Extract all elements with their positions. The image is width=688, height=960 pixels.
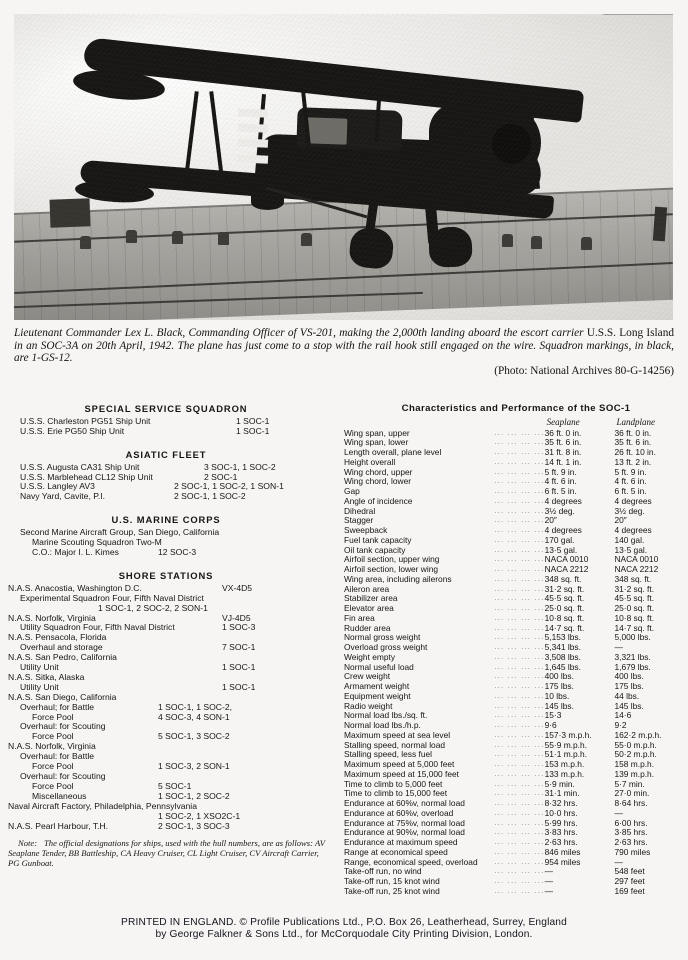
spec-value-seaplane: 8·32 hrs. [544, 798, 578, 808]
spec-value-landplane: 36 ft. 0 in. [614, 427, 652, 438]
spec-value-landplane: 1,679 lbs. [614, 661, 651, 672]
unit-label: N.A.S. Pearl Harbour, T.H. [8, 820, 109, 831]
unit-label: N.A.S. Pensacola, Florida [8, 632, 107, 643]
spec-value-seaplane: 10·0 hrs. [544, 807, 578, 818]
spec-value-seaplane: 5 ft. 9 in. [544, 466, 577, 477]
page-footer [0, 917, 688, 942]
spec-value-seaplane: 1,645 lbs. [544, 661, 581, 672]
spec-dot-leader [494, 516, 544, 526]
spec-value-seaplane: 170 gal. [544, 534, 575, 545]
unit-label: U.S.S. Charleston PG51 Ship Unit [20, 415, 151, 426]
spec-table-title: Characteristics and Performance of the SOC-1 [401, 403, 631, 414]
spec-value-seaplane: — [544, 866, 553, 877]
spec-row [344, 507, 688, 517]
spec-value-landplane: — [614, 807, 623, 818]
spec-value-landplane: 50·2 m.p.h. [614, 749, 657, 760]
spec-dot-leader [494, 663, 544, 673]
spec-label: Endurance at maximum speed [344, 837, 458, 847]
spec-dot-leader [494, 507, 544, 517]
unit-value: 7 SOC-1 [222, 642, 256, 653]
spec-value-seaplane: 4 degrees [544, 525, 582, 535]
spec-header-blank [344, 418, 494, 429]
unit-value: 1 SOC-1, 1 SOC-2, [158, 701, 233, 712]
spec-label: Length overall, plane level [344, 447, 442, 457]
spec-label: Fin area [344, 612, 375, 623]
spec-value-seaplane: 31·2 sq. ft. [544, 583, 585, 594]
spec-value-seaplane: 14·7 sq. ft. [544, 622, 585, 633]
unit-value: 1 SOC-1 [222, 662, 256, 673]
spec-value-landplane: 297 feet [614, 876, 645, 886]
carrier-landing-photograph [14, 14, 673, 320]
spec-label: Endurance at 60%v, overload [344, 807, 454, 818]
spec-value-seaplane: 20″ [544, 515, 557, 526]
section-heading-special-service-squadron: SPECIAL SERVICE SQUADRON [84, 403, 248, 414]
unit-value: 5 SOC-1 [158, 780, 192, 791]
spec-value-seaplane: 36 ft. 0 in. [544, 427, 582, 438]
spec-dot-leader [494, 711, 544, 721]
spec-label: Range at economical speed [344, 846, 448, 857]
spec-label: Oil tank capacity [344, 544, 406, 555]
spec-label: Wing chord, lower [344, 476, 412, 487]
spec-label: Range, economical speed, overload [344, 856, 478, 867]
unit-value: 2 SOC-1, 1 SOC-2 [174, 491, 246, 502]
spec-label: Elevator area [344, 603, 394, 613]
photo-credit: (Photo: National Archives 80-G-14256) [494, 364, 674, 377]
spec-dot-leader [494, 760, 544, 770]
unit-label: Force Pool [32, 780, 74, 791]
spec-label: Crew weight [344, 671, 391, 682]
spec-value-landplane: 145 lbs. [614, 700, 644, 711]
asiatic-fleet-list [8, 463, 338, 503]
spec-label: Wing span, lower [344, 437, 409, 448]
spec-label: Fuel tank capacity [344, 534, 412, 545]
spec-value-seaplane: 10 lbs. [544, 690, 570, 701]
spec-table-body [344, 429, 688, 897]
spec-label: Stalling speed, less fuel [344, 749, 432, 760]
unit-value: 1 SOC-1 [236, 425, 270, 436]
spec-label: Take-off run, 25 knot wind [344, 885, 440, 896]
spec-label: Take-off run, 15 knot wind [344, 876, 440, 886]
list-item [8, 492, 338, 502]
spec-value-landplane: 175 lbs. [614, 681, 644, 691]
column-header-seaplane: Seaplane [546, 416, 580, 427]
spec-value-landplane: 5 ft. 9 in. [614, 466, 647, 477]
unit-value: 1 SOC-2, 1 XSO2C-1 [158, 810, 241, 821]
spec-header-row [344, 418, 688, 429]
unit-label: Overhaul: for Scouting [20, 721, 106, 732]
spec-value-seaplane: 10·8 sq. ft. [544, 612, 585, 623]
spec-value-landplane: 162·2 m.p.h. [614, 729, 662, 740]
spec-value-seaplane: NACA 2212 [544, 564, 589, 574]
spec-value-seaplane: 175 lbs. [544, 681, 574, 691]
unit-label: N.A.S. Sitka, Alaska [8, 671, 85, 682]
spec-value-landplane: 348 sq. ft. [614, 573, 652, 584]
spec-dot-leader [494, 672, 544, 682]
spec-value-seaplane: 6 ft. 5 in. [544, 486, 577, 496]
spec-label: Wing area, including ailerons [344, 573, 452, 584]
unit-value: 12 SOC-3 [158, 546, 197, 557]
unit-value: 2 SOC-1, 1 SOC-2, 1 SON-1 [174, 481, 284, 492]
spec-dot-leader [494, 487, 544, 497]
spec-dot-leader [494, 799, 544, 809]
spec-label: Endurance at 75%v, normal load [344, 817, 465, 828]
unit-label: Utility Unit [20, 681, 59, 692]
spec-label: Aileron area [344, 583, 390, 594]
spec-dot-leader [494, 867, 544, 877]
caption-ship-name: U.S.S. Long Island [586, 327, 674, 339]
unit-value: 1 SOC-3 [222, 622, 256, 633]
spec-dot-leader [494, 789, 544, 799]
spec-dot-leader [494, 477, 544, 487]
spec-value-seaplane: 45·5 sq. ft. [544, 593, 585, 604]
spec-value-landplane: 10·8 sq. ft. [614, 612, 655, 623]
spec-value-seaplane: 25·0 sq. ft. [544, 603, 585, 613]
unit-label: N.A.S. San Pedro, California [8, 652, 117, 663]
spec-value-landplane: 2·63 hrs. [614, 837, 648, 847]
spec-dot-leader [494, 838, 544, 848]
note-text: The official designations for ships, used with the hull numbers, are as follows: AV Seaplane Tender, BB Battleship, CA Heavy Cruiser, CL Light Cruiser, CV Aircraft Carrier, PG Gunboat. [8, 838, 325, 869]
spec-dot-leader [494, 887, 544, 897]
spec-label: Armament weight [344, 681, 410, 691]
column-header-landplane: Landplane [616, 416, 655, 427]
spec-value-seaplane: — [544, 885, 553, 896]
unit-label: N.A.S. Norfolk, Virginia [8, 741, 96, 752]
spec-value-landplane: 140 gal. [614, 534, 645, 545]
spec-label: Maximum speed at 5,000 feet [344, 759, 455, 769]
spec-value-landplane: 4 ft. 6 in. [614, 476, 647, 487]
photo-caption [14, 327, 674, 377]
spec-label: Endurance at 60%v, normal load [344, 798, 465, 808]
spec-dot-leader [494, 594, 544, 604]
spec-label: Normal useful load [344, 661, 414, 672]
spec-label: Overload gross weight [344, 642, 428, 652]
list-item [8, 822, 338, 832]
spec-value-landplane: — [614, 642, 623, 652]
spec-dot-leader [494, 526, 544, 536]
spec-table-head [344, 418, 688, 429]
unit-label: Overhaul and storage [20, 642, 103, 653]
unit-value: 2 SOC-1 [204, 471, 238, 482]
spec-label: Maximum speed at sea level [344, 729, 451, 740]
spec-dot-leader [494, 731, 544, 741]
spec-dot-leader [494, 429, 544, 439]
footer-line-1: PRINTED IN ENGLAND. © Profile Publications Ltd., P.O. Box 26, Leatherhead, Surrey, England [121, 916, 567, 928]
unit-value: 4 SOC-3, 4 SON-1 [158, 711, 230, 722]
spec-dot-leader [494, 643, 544, 653]
special-service-squadron-list [8, 417, 338, 437]
spec-label: Maximum speed at 15,000 feet [344, 768, 459, 779]
spec-label: Weight empty [344, 651, 396, 662]
unit-label: Navy Yard, Cavite, P.I. [20, 491, 106, 502]
unit-label: Experimental Squadron Four, Fifth Naval District [20, 592, 204, 603]
spec-value-seaplane: 133 m.p.h. [544, 768, 585, 779]
spec-value-seaplane: 157·3 m.p.h. [544, 729, 592, 740]
spec-value-landplane: 5·7 min. [614, 778, 645, 789]
list-item [8, 604, 338, 614]
spec-dot-leader [494, 741, 544, 751]
spec-dot-leader [494, 546, 544, 556]
spec-value-seaplane: 5,341 lbs. [544, 642, 581, 652]
photo-grain-texture [14, 14, 673, 320]
spec-label: Time to climb to 15,000 feet [344, 788, 448, 799]
unit-label: U.S.S. Langley AV3 [20, 481, 95, 492]
spec-value-landplane: 169 feet [614, 885, 645, 896]
spec-label: Endurance at 90%v, normal load [344, 827, 465, 838]
spec-dot-leader [494, 702, 544, 712]
unit-value: 1 SOC-1, 2 SOC-2 [158, 790, 230, 801]
spec-value-landplane: 55·0 m.p.h. [614, 739, 657, 750]
spec-table [344, 418, 688, 897]
spec-value-landplane: 35 ft. 6 in. [614, 437, 652, 448]
spec-label: Wing span, upper [344, 427, 410, 438]
spec-value-seaplane: 31 ft. 8 in. [544, 447, 582, 457]
unit-allocation-column [8, 404, 338, 868]
spec-value-landplane: 14·7 sq. ft. [614, 622, 655, 633]
marine-corps-list [8, 528, 338, 558]
unit-label: Second Marine Aircraft Group, San Diego, California [20, 527, 220, 538]
spec-value-seaplane: 5·9 min. [544, 778, 575, 789]
spec-value-seaplane: 400 lbs. [544, 671, 574, 682]
spec-value-landplane: 6·00 hrs. [614, 817, 648, 828]
spec-value-seaplane: 348 sq. ft. [544, 573, 582, 584]
spec-label: Normal load lbs./h.p. [344, 720, 421, 730]
specifications-column [344, 404, 688, 897]
spec-dot-leader [494, 448, 544, 458]
spec-value-landplane: 25·0 sq. ft. [614, 603, 655, 613]
spec-value-landplane: 13 ft. 2 in. [614, 456, 652, 467]
spec-value-landplane: 8·64 hrs. [614, 798, 648, 808]
unit-value: 1 SOC-3, 2 SON-1 [158, 761, 230, 772]
spec-value-seaplane: 4 ft. 6 in. [544, 476, 577, 487]
spec-value-seaplane: — [544, 876, 553, 886]
spec-value-seaplane: 846 miles [544, 846, 581, 857]
spec-value-seaplane: 3,508 lbs. [544, 651, 581, 662]
spec-dot-leader [494, 780, 544, 790]
spec-value-seaplane: 35 ft. 6 in. [544, 437, 582, 448]
spec-value-landplane: 14·6 [614, 710, 632, 721]
spec-value-seaplane: 15·3 [544, 710, 562, 721]
unit-label: Overhaul; for Battle [20, 701, 95, 712]
spec-value-seaplane: 51·1 m.p.h. [544, 749, 587, 760]
spec-dot-leader [494, 458, 544, 468]
spec-value-seaplane: 9·6 [544, 720, 557, 730]
spec-label: Airfoil section, upper wing [344, 554, 440, 565]
spec-dot-leader [494, 819, 544, 829]
spec-value-landplane: 3½ deg. [614, 505, 645, 516]
spec-row [344, 887, 688, 897]
spec-value-seaplane: 2·63 hrs. [544, 837, 578, 847]
spec-dot-leader [494, 682, 544, 692]
footer-line-2: by George Falkner & Sons Ltd., for McCorquodale City Printing Division, London. [155, 929, 533, 941]
spec-value-seaplane: 3·83 hrs. [544, 827, 578, 838]
spec-label: Wing chord, upper [344, 466, 413, 477]
spec-value-landplane: 26 ft. 10 in. [614, 447, 656, 457]
list-item [8, 548, 338, 558]
spec-dot-leader [494, 721, 544, 731]
spec-value-landplane: 139 m.p.h. [614, 768, 655, 779]
spec-value-seaplane: 14 ft. 1 in. [544, 456, 582, 467]
spec-dot-leader [494, 438, 544, 448]
spec-dot-leader [494, 565, 544, 575]
spec-label: Stagger [344, 515, 374, 526]
spec-value-landplane: 5,000 lbs. [614, 632, 651, 643]
unit-label: C.O.: Major I. L. Kimes [32, 546, 119, 557]
spec-value-landplane: 3,321 lbs. [614, 651, 651, 662]
spec-dot-leader [494, 858, 544, 868]
spec-dot-leader [494, 848, 544, 858]
caption-text-part2: in an SOC-3A on 20th April, 1942. The plane has just come to a stop with the rail hook still engaged on the wire. Squadron markings, in black, are 1-GS-12. [14, 339, 674, 365]
spec-dot-leader [494, 468, 544, 478]
spec-value-landplane: 27·0 min. [614, 788, 650, 799]
spec-value-landplane: 400 lbs. [614, 671, 644, 682]
spec-header-dots [494, 418, 544, 429]
spec-value-landplane: 158 m.p.h. [614, 759, 655, 769]
unit-value: 1 SOC-1, 2 SOC-2, 2 SON-1 [98, 602, 208, 613]
unit-label: Force Pool [32, 711, 74, 722]
spec-value-landplane: 45·5 sq. ft. [614, 593, 655, 604]
unit-label: Naval Aircraft Factory, Philadelphia, Pennsylvania [8, 800, 197, 811]
spec-value-landplane: 44 lbs. [614, 690, 640, 701]
spec-label: Radio weight [344, 700, 393, 711]
unit-label: U.S.S. Marblehead CL12 Ship Unit [20, 471, 153, 482]
spec-dot-leader [494, 770, 544, 780]
spec-dot-leader [494, 575, 544, 585]
unit-value: 2 SOC-1, 3 SOC-3 [158, 820, 230, 831]
spec-value-landplane: 9·2 [614, 720, 627, 730]
spec-value-seaplane: 55·9 m.p.h. [544, 739, 587, 750]
list-item [8, 427, 338, 437]
spec-value-landplane: NACA 2212 [614, 564, 659, 574]
section-heading-marine-corps: U.S. MARINE CORPS [111, 514, 221, 526]
spec-value-landplane: 6 ft. 5 in. [614, 486, 647, 496]
spec-dot-leader [494, 809, 544, 819]
spec-value-seaplane: 3½ deg. [544, 505, 575, 516]
unit-label: Miscellaneous [32, 790, 87, 801]
spec-value-seaplane: 5,153 lbs. [544, 632, 581, 643]
spec-dot-leader [494, 653, 544, 663]
unit-value: 3 SOC-1, 1 SOC-2 [204, 461, 276, 472]
spec-label: Rudder area [344, 622, 391, 633]
spec-dot-leader [494, 828, 544, 838]
spec-label: Take-off run, no wind [344, 866, 422, 877]
spec-dot-leader [494, 614, 544, 624]
ship-designation-note [8, 838, 326, 868]
spec-dot-leader [494, 497, 544, 507]
spec-dot-leader [494, 624, 544, 634]
spec-value-seaplane: 145 lbs. [544, 700, 574, 711]
spec-label: Angle of incidence [344, 495, 413, 506]
spec-value-landplane: 4 degrees [614, 525, 652, 535]
spec-label: Dihedral [344, 505, 376, 516]
spec-label: Gap [344, 486, 360, 496]
spec-value-landplane: 3·85 hrs. [614, 827, 648, 838]
unit-value: 1 SOC-1 [236, 415, 270, 426]
spec-dot-leader [494, 604, 544, 614]
spec-value-landplane: 548 feet [614, 866, 645, 877]
spec-value-landplane: 31·2 sq. ft. [614, 583, 655, 594]
spec-value-landplane: 20″ [614, 515, 627, 526]
unit-value: 5 SOC-1, 3 SOC-2 [158, 731, 230, 742]
unit-label: Marine Scouting Squadron Two-M [32, 537, 162, 548]
spec-value-landplane: 4 degrees [614, 495, 652, 506]
spec-dot-leader [494, 877, 544, 887]
spec-value-seaplane: 153 m.p.h. [544, 759, 585, 769]
spec-value-landplane: 790 miles [614, 846, 651, 857]
unit-label: U.S.S. Erie PG50 Ship Unit [20, 425, 125, 436]
unit-label: N.A.S. San Diego, California [8, 691, 117, 702]
unit-label: Overhaul: for Battle [20, 751, 95, 762]
spec-value-seaplane: 4 degrees [544, 495, 582, 506]
unit-value: 1 SOC-1 [222, 681, 256, 692]
unit-label: Force Pool [32, 731, 74, 742]
unit-label: N.A.S. Norfolk, Virginia [8, 612, 96, 623]
unit-label: Force Pool [32, 761, 74, 772]
spec-value-landplane: — [614, 856, 623, 867]
spec-label: Time to climb to 5,000 feet [344, 778, 443, 789]
spec-dot-leader [494, 555, 544, 565]
unit-label: Overhaul: for Scouting [20, 771, 106, 781]
spec-value-landplane: 13·5 gal. [614, 544, 648, 555]
spec-value-seaplane: 954 miles [544, 856, 581, 867]
spec-label: Normal load lbs./sq. ft. [344, 710, 428, 721]
spec-value-seaplane: 5·99 hrs. [544, 817, 578, 828]
note-label: Note: [18, 838, 38, 849]
spec-dot-leader [494, 692, 544, 702]
spec-label: Sweepback [344, 525, 388, 535]
shore-stations-list [8, 584, 338, 832]
spec-dot-leader [494, 633, 544, 643]
spec-label: Normal gross weight [344, 632, 421, 643]
spec-value-seaplane: 13·5 gal. [544, 544, 578, 555]
spec-label: Airfoil section, lower wing [344, 564, 439, 574]
spec-label: Stabilizer area [344, 593, 398, 604]
unit-label: U.S.S. Augusta CA31 Ship Unit [20, 461, 140, 472]
spec-dot-leader [494, 536, 544, 546]
spec-label: Height overall [344, 456, 396, 467]
spec-value-landplane: NACA 0010 [614, 554, 659, 565]
unit-label: Utility Unit [20, 662, 59, 673]
spec-dot-leader [494, 585, 544, 595]
unit-label: Utility Squadron Four, Fifth Naval District [20, 622, 175, 633]
spec-value-seaplane: NACA 0010 [544, 554, 589, 565]
spec-label: Equipment weight [344, 690, 411, 701]
section-heading-shore-stations: SHORE STATIONS [118, 569, 214, 581]
spec-value-seaplane: 31·1 min. [544, 788, 580, 799]
unit-value: VX-4D5 [222, 582, 253, 593]
spec-label: Stalling speed, normal load [344, 739, 446, 750]
unit-label: N.A.S. Anacostia, Washington D.C. [8, 582, 142, 593]
section-heading-asiatic-fleet: ASIATIC FLEET [125, 448, 207, 460]
unit-value: VJ-4D5 [222, 612, 251, 623]
caption-text-part1: Lieutenant Commander Lex L. Black, Commanding Officer of VS-201, making the 2,000th landing aboard the escort carrier [14, 327, 587, 339]
spec-dot-leader [494, 750, 544, 760]
